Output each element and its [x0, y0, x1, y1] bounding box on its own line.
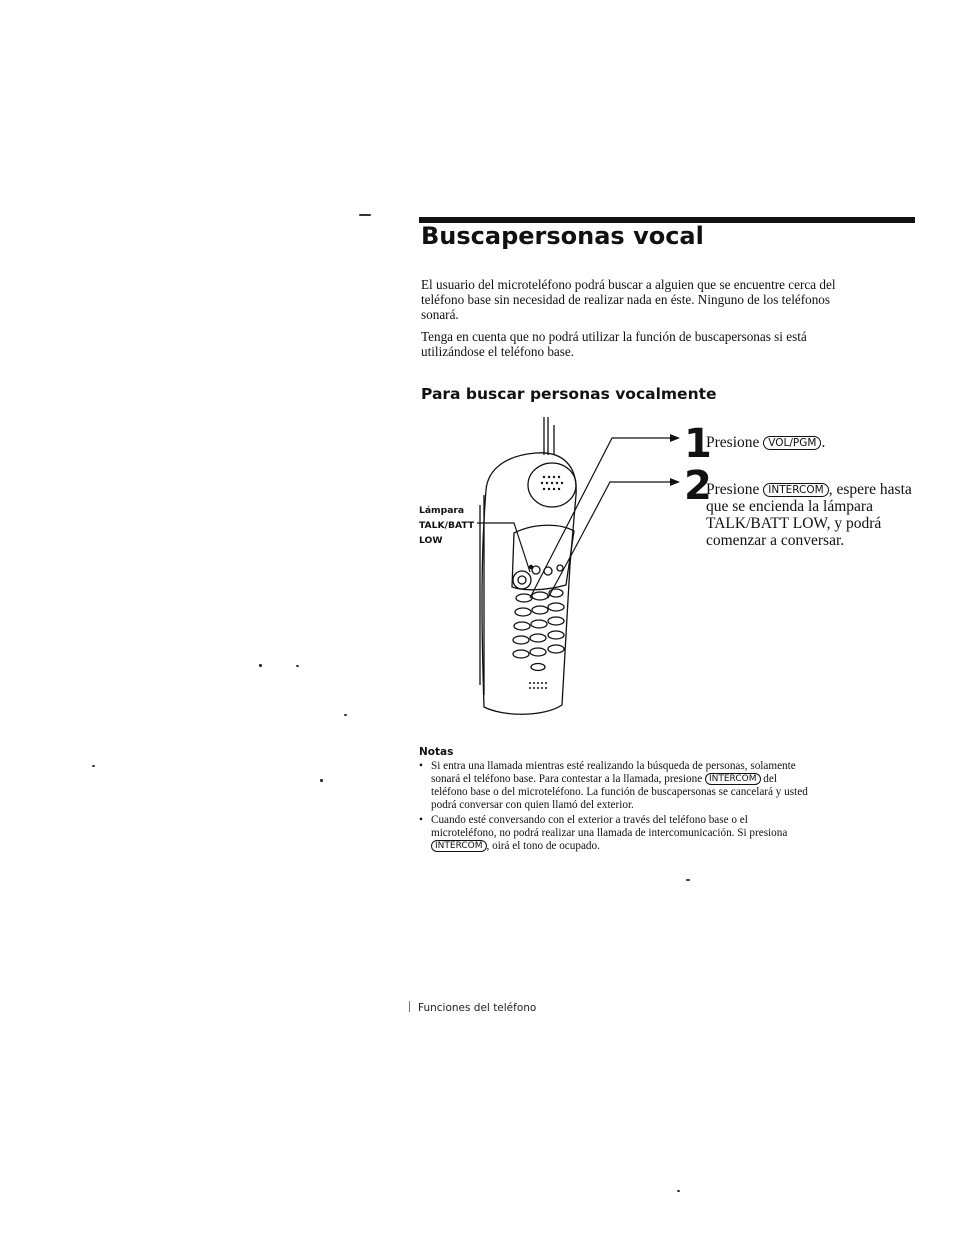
- scan-speck: [259, 664, 262, 667]
- page-footer: [409, 1001, 536, 1014]
- note-1-before: Si entra una llamada mientras esté realizando la búsqueda de personas, solamente sonará el teléfono base. Para contestar a la llamada, presione: [431, 760, 796, 785]
- intro-paragraph-2: Tenga en cuenta que no podrá utilizar la función de buscapersonas si está utilizándose el teléfono base.: [421, 329, 807, 359]
- callout-leader-lines: [470, 420, 680, 620]
- lamp-label-line-2: TALK/BATT: [419, 520, 475, 531]
- note-2-after: , oirá el tono de ocupado.: [486, 840, 600, 852]
- step-2-number: 2: [684, 463, 712, 509]
- scan-speck: [296, 665, 299, 667]
- step-1-text: [706, 434, 916, 451]
- intro-paragraph-1: El usuario del microteléfono podrá buscar a alguien que se encuentre cerca del teléfono base sin necesidad de realizar nada en éste. Ninguno de los teléfonos sonará.: [421, 277, 836, 322]
- lamp-label-line-1: Lámpara: [419, 505, 465, 516]
- notes-heading: Notas: [419, 746, 454, 758]
- footer-divider: [409, 1001, 410, 1012]
- scan-speck: [320, 779, 323, 782]
- lamp-label: [419, 503, 474, 548]
- vol-pgm-key: VOL/PGM: [763, 436, 821, 450]
- intercom-key: INTERCOM: [431, 840, 487, 852]
- step-1-text-after: .: [821, 434, 826, 451]
- note-item: • Si entra una llamada mientras esté realizando la búsqueda de personas, solamente sonará el teléfono base. Para contestar a la llamada, presione INTERCOM del teléfono base o del microteléfono. La función de buscapersonas se cancelará y usted podrá conversar con quien llamó del exterior.: [419, 760, 808, 811]
- procedure-title: Para buscar personas vocalmente: [421, 385, 717, 403]
- scan-speck: [92, 765, 95, 767]
- scan-speck: [677, 1190, 680, 1192]
- intercom-key: INTERCOM: [705, 773, 761, 785]
- footer-text: Funciones del teléfono: [418, 1002, 537, 1014]
- note-1-after: del teléfono base o del microteléfono. La función de buscapersonas se cancelará y usted podrá conversar con quien llamó del exterior.: [431, 773, 808, 811]
- scan-speck: [344, 714, 347, 716]
- step-2-text: [706, 481, 916, 549]
- lamp-label-line-3: LOW: [419, 535, 443, 546]
- note-item: • Cuando esté conversando con el exterior a través del teléfono base o el microteléfono, no podrá realizar una llamada de intercomunicación. Si presiona INTERCOM , oirá el tono de ocupado.: [419, 814, 788, 852]
- note-2-before: Cuando esté conversando con el exterior a través del teléfono base o el microteléfono, no podrá realizar una llamada de intercomunicación. Si presiona: [431, 814, 788, 839]
- section-title: Buscapersonas vocal: [421, 222, 704, 250]
- step-1-number: 1: [684, 421, 712, 467]
- scan-speck: [359, 214, 371, 216]
- scan-speck: [686, 879, 690, 881]
- step-1-text-before: Presione: [706, 434, 760, 451]
- step-2-text-after: , espere hasta que se encienda la lámpara TALK/BATT LOW, y podrá comenzar a conversar.: [706, 481, 912, 549]
- intercom-key: INTERCOM: [763, 483, 828, 497]
- step-2-text-before: Presione: [706, 481, 760, 498]
- notes-list: [417, 760, 809, 855]
